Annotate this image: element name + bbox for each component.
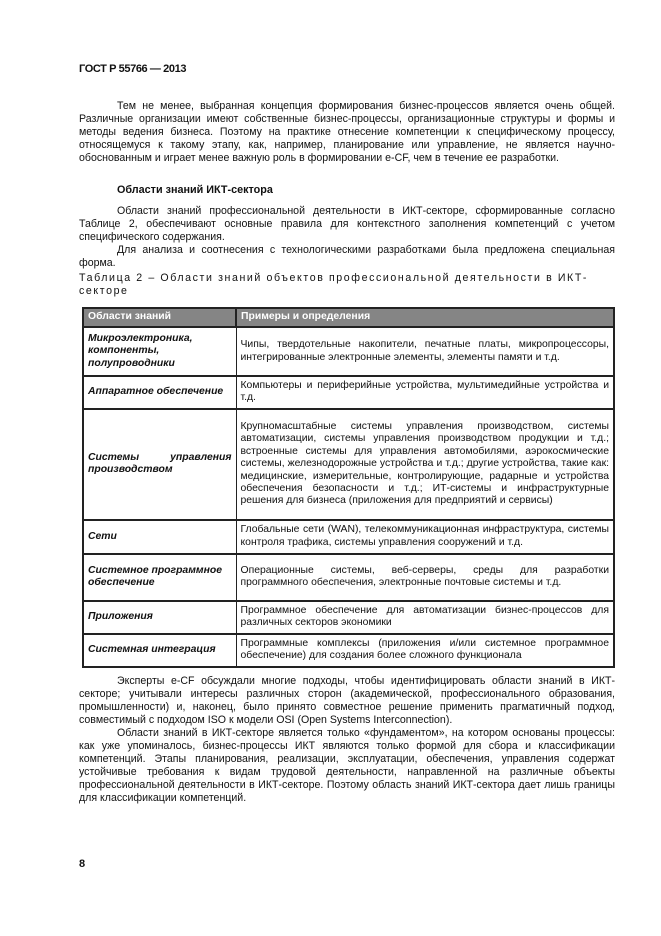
table-row (83, 327, 614, 376)
table-caption: Таблица 2 – Области знаний объектов профессиональной деятельности в ИКТ-секторе (79, 272, 589, 297)
page-number: 8 (79, 858, 86, 870)
description-cell: Программные комплексы (приложения и/или системное программное обеспечение) для создания более сложного функционала (236, 634, 614, 667)
area-cell: Приложения (83, 601, 236, 634)
table-row (83, 634, 614, 667)
table-row (83, 409, 614, 520)
description-cell: Операционные системы, веб-серверы, среды для разработки программного обеспечения, электронные почтовые системы и т.д. (236, 554, 614, 601)
area-cell: Системная интеграция (83, 634, 236, 667)
document-header: ГОСТ Р 55766 — 2013 (79, 63, 187, 75)
paragraph: Области знаний профессиональной деятельности в ИКТ-секторе, сформированные согласно Таблице 2, обеспечивают основные правила для контекстного заполнения компетенций с учетом специфического содержания. (79, 205, 615, 243)
area-cell: Системы управления производством (83, 409, 236, 520)
column-header: Области знаний (83, 308, 236, 327)
description-cell: Глобальные сети (WAN), телекоммуникационная инфраструктура, системы контроля трафика, системы управления сооружений и т.д. (236, 520, 614, 554)
table-header-row (83, 308, 614, 327)
paragraph: Области знаний в ИКТ-секторе является только «фундаментом», на котором основаны процессы: как уже упоминалось, бизнес-процессы ИКТ являются только формой для сбора и классификации компетенций. Этапы планирования, реализации, эксплуатации, обеспечения, управления содержат устойчивые требования к видам трудовой деятельности, направленной на различные объекты профессиональной деятельности в ИКТ-секторе. Поэтому область знаний ИКТ-сектора дает лишь границы для классификации компетенций. (79, 727, 615, 804)
column-header: Примеры и определения (236, 308, 614, 327)
paragraph: Эксперты e-CF обсуждали многие подходы, чтобы идентифицировать области знаний в ИКТ-секторе; учитывали интересы различных сторон (академической, профессионального образования, промышленности) и, наконец, было принято совместное решение применить прагматичный подход, совместимый с подходом ISO к модели OSI (Open Systems Interconnection). (79, 675, 615, 726)
paragraph: Тем не менее, выбранная концепция формирования бизнес-процессов является очень общей. Различные организации имеют собственные бизнес-процессы, организационные структуры и формы и методы ведения бизнеса. Поэтому на практике отнесение компетенции к специфическому процессу, относящемуся к такому этапу, как, например, планирование или управление, не является научно-обоснованным и играет менее важную роль в формировании e-CF, чем в течение ее разработки. (79, 100, 615, 164)
section-heading: Области знаний ИКТ-сектора (117, 184, 273, 196)
area-cell: Системное программное обеспечение (83, 554, 236, 601)
area-cell: Микроэлектроника, компоненты, полупроводники (83, 327, 236, 376)
paragraph: Для анализа и соотнесения с технологическими разработками была предложена специальная форма. (79, 244, 615, 269)
table-row (83, 520, 614, 554)
description-cell: Чипы, твердотельные накопители, печатные платы, микропроцессоры, интегрированные электронные элементы, элементы памяти и т.д. (236, 327, 614, 376)
table-row (83, 554, 614, 601)
area-cell: Аппаратное обеспечение (83, 376, 236, 409)
description-cell: Крупномасштабные системы управления производством, системы автоматизации, системы управления производством продукции и т.д.; встроенные системы для управления автомобилями, аэрокосмические системы, железнодорожные устройства и т.д.; другие устройства, такие как: медицинские, измерительные, контролирующие, радарные и устройства обеспечения безопасности и т.д.; ИТ-системы и инфраструктурные решения для бизнеса (приложения для предприятий и сервисы) (236, 409, 614, 520)
description-cell: Компьютеры и периферийные устройства, мультимедийные устройства и т.д. (236, 376, 614, 409)
table-row (83, 601, 614, 634)
description-cell: Программное обеспечение для автоматизации бизнес-процессов для различных секторов экономики (236, 601, 614, 634)
area-cell: Сети (83, 520, 236, 554)
knowledge-areas-table (82, 307, 615, 668)
table-row (83, 376, 614, 409)
